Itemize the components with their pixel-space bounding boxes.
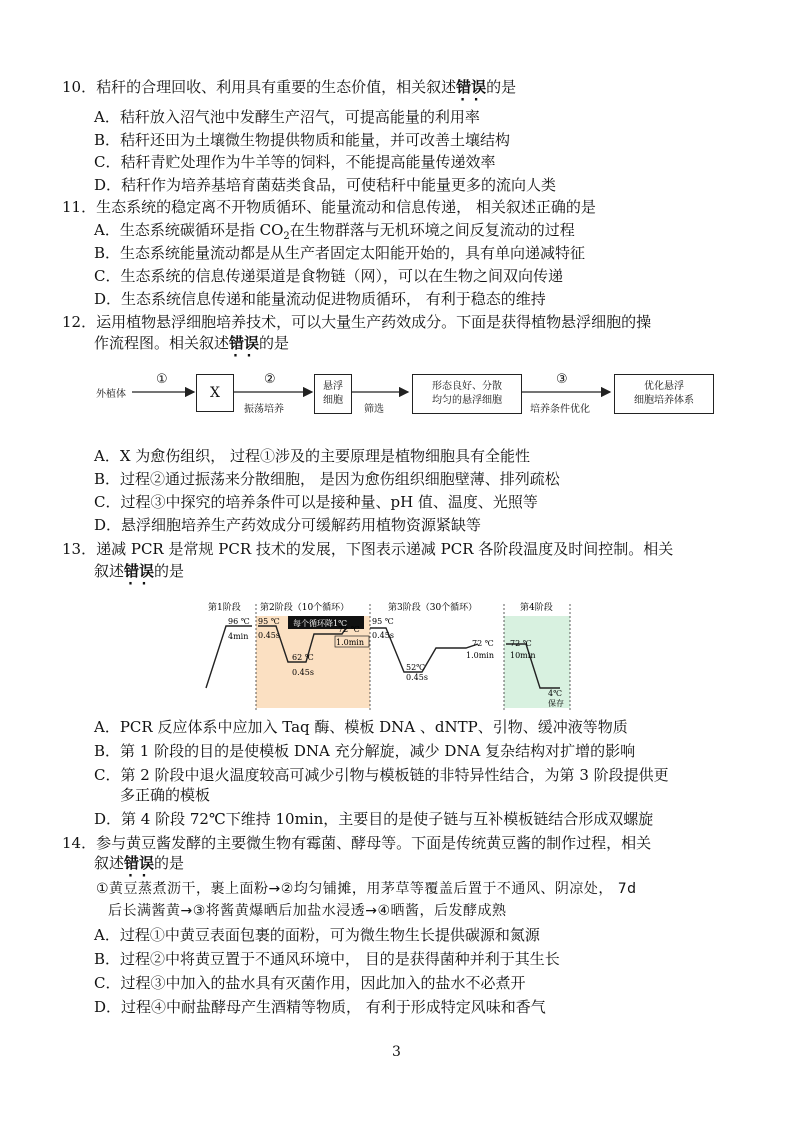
svg-text:96 ℃: 96 ℃ xyxy=(228,617,250,626)
page-number: 3 xyxy=(392,1044,401,1060)
option-b: B．秸秆还田为土壤微生物提供物质和能量，并可改善土壤结构 xyxy=(94,131,511,149)
svg-text:1.0min: 1.0min xyxy=(466,651,495,660)
question-14-stem-cont: 叙述错误 · ·的是 xyxy=(94,852,184,874)
svg-text:4min: 4min xyxy=(228,632,249,641)
question-13-stem-cont: 叙述错误 · ·的是 xyxy=(94,560,184,582)
screening-label: 筛选 xyxy=(364,404,384,415)
svg-text:62 ℃: 62 ℃ xyxy=(292,653,314,662)
option-b: B．第 1 阶段的目的是使模板 DNA 充分解旋，减少 DNA 复杂结构对扩增的影响 xyxy=(94,742,636,760)
svg-text:95 ℃: 95 ℃ xyxy=(372,617,394,626)
option-a: A．PCR 反应体系中应加入 Taq 酶、模板 DNA 、dNTP、引物、缓冲液等物质 xyxy=(94,718,628,736)
process-line-2: 后长满酱黄→③将酱黄爆晒后加盐水浸透→④晒酱，后发酵成熟 xyxy=(108,903,507,919)
option-a: A．过程①中黄豆表面包裹的面粉，可为微生物生长提供碳源和氮源 xyxy=(94,926,540,944)
stage-2-label: 第2阶段（10个循环） xyxy=(260,603,350,613)
option-d: D．第 4 阶段 72℃下维持 10min，主要目的是使子链与互补模板链结合形成双螺旋 xyxy=(94,810,654,828)
box-optimized-system: 优化悬浮 细胞培养体系 xyxy=(614,374,714,414)
option-c: C．过程③中探究的培养条件可以是接种量、pH 值、温度、光照等 xyxy=(94,493,538,511)
option-d: D．过程④中耐盐酵母产生酒精等物质， 有利于形成特定风味和香气 xyxy=(94,998,546,1016)
emphasis-mark: 错误 · · xyxy=(124,562,154,580)
drop-per-cycle-label: 每个循环降1℃ xyxy=(293,619,348,628)
emphasis-mark: 错误 · · xyxy=(229,334,259,352)
question-13-stem: 13．递减 PCR 是常规 PCR 技术的发展，下图表示递减 PCR 各阶段温度及时间控制。相关 xyxy=(62,540,674,558)
question-12-stem-cont: 作流程图。相关叙述错误 · ·的是 xyxy=(94,332,289,354)
flow-diagram xyxy=(94,370,714,418)
option-b: B．过程②中将黄豆置于不通风环境中， 目的是获得菌种并利于其生长 xyxy=(94,950,560,968)
option-c: C．过程③中加入的盐水具有灭菌作用，因此加入的盐水不必煮开 xyxy=(94,974,526,992)
stage-1-label: 第1阶段 xyxy=(208,603,241,613)
option-d: D．生态系统信息传递和能量流动促进物质循环， 有利于稳态的维持 xyxy=(94,290,546,308)
option-a: A．秸秆放入沼气池中发酵生产沼气，可提高能量的利用率 xyxy=(94,108,480,126)
svg-text:10min: 10min xyxy=(510,651,536,660)
step-1-marker: ① xyxy=(156,372,168,387)
box-good-cells: 形态良好、分散 均匀的悬浮细胞 xyxy=(412,374,522,414)
svg-text:72 ℃: 72 ℃ xyxy=(510,639,532,648)
emphasis-mark: 错误 · · xyxy=(456,78,486,96)
option-c: C．生态系统的信息传递渠道是食物链（网），可以在生物之间双向传递 xyxy=(94,267,563,285)
option-d: D．悬浮细胞培养生产药效成分可缓解药用植物资源紧缺等 xyxy=(94,516,482,534)
flow-start-label: 外植体 xyxy=(96,389,126,400)
svg-text:72 ℃: 72 ℃ xyxy=(338,625,360,634)
process-line-1: ①黄豆蒸煮沥干，裹上面粉→②均匀铺摊，用茅草等覆盖后置于不通风、阴凉处， 7d xyxy=(96,881,637,897)
svg-text:0.45s: 0.45s xyxy=(292,668,314,677)
stage-3-label: 第3阶段（30个循环） xyxy=(388,603,478,613)
question-11-stem: 11．生态系统的稳定离不开物质循环、能量流动和信息传递， 相关叙述正确的是 xyxy=(62,198,596,216)
question-10-stem: 10．秸秆的合理回收、利用具有重要的生态价值，相关叙述错误 · ·的是 xyxy=(62,76,516,98)
svg-text:95 ℃: 95 ℃ xyxy=(258,617,280,626)
option-a: A．生态系统碳循环是指 $CO_2$在生物群落与无机环境之间反复流动的过程 xyxy=(94,221,575,242)
svg-text:0.45s: 0.45s xyxy=(406,673,428,682)
step-2-marker: ② xyxy=(264,372,276,387)
box-x: X xyxy=(196,374,234,412)
pcr-temperature-diagram xyxy=(196,598,794,712)
option-c: C．第 2 阶段中退火温度较高可减少引物与模板链的非特异性结合，为第 3 阶段提供更 xyxy=(94,766,669,784)
option-c-cont: 多正确的模板 xyxy=(120,786,211,804)
emphasis-mark: 错误 · · xyxy=(124,854,154,872)
svg-text:0.45s: 0.45s xyxy=(372,631,394,640)
svg-text:1.0min: 1.0min xyxy=(336,638,365,647)
box-suspension-cells: 悬浮 细胞 xyxy=(314,374,352,414)
svg-text:52℃: 52℃ xyxy=(406,663,426,672)
step-2-label: 振荡培养 xyxy=(244,404,284,415)
option-b: B．过程②通过振荡来分散细胞， 是因为愈伤组织细胞壁薄、排列疏松 xyxy=(94,470,560,488)
question-number: 10． xyxy=(62,78,97,96)
option-c: C．秸秆青贮处理作为牛羊等的饲料，不能提高能量传递效率 xyxy=(94,153,496,171)
svg-text:保存: 保存 xyxy=(548,699,564,708)
option-a: A．X 为愈伤组织， 过程①涉及的主要原理是植物细胞具有全能性 xyxy=(94,447,531,465)
svg-text:72 ℃: 72 ℃ xyxy=(472,639,494,648)
question-12-stem: 12．运用植物悬浮细胞培养技术，可以大量生产药效成分。下面是获得植物悬浮细胞的操 xyxy=(62,313,652,331)
option-d: D．秸秆作为培养基培育菌菇类食品，可使秸秆中能量更多的流向人类 xyxy=(94,176,557,194)
option-b: B．生态系统能量流动都是从生产者固定太阳能开始的，具有单向递减特征 xyxy=(94,244,586,262)
step-3-label: 培养条件优化 xyxy=(530,404,590,415)
svg-text:4℃: 4℃ xyxy=(548,689,563,698)
stage-4-label: 第4阶段 xyxy=(520,603,553,613)
svg-text:0.45s: 0.45s xyxy=(258,631,280,640)
step-3-marker: ③ xyxy=(556,372,568,387)
question-14-stem: 14．参与黄豆酱发酵的主要微生物有霉菌、酵母等。下面是传统黄豆酱的制作过程，相关 xyxy=(62,834,652,852)
